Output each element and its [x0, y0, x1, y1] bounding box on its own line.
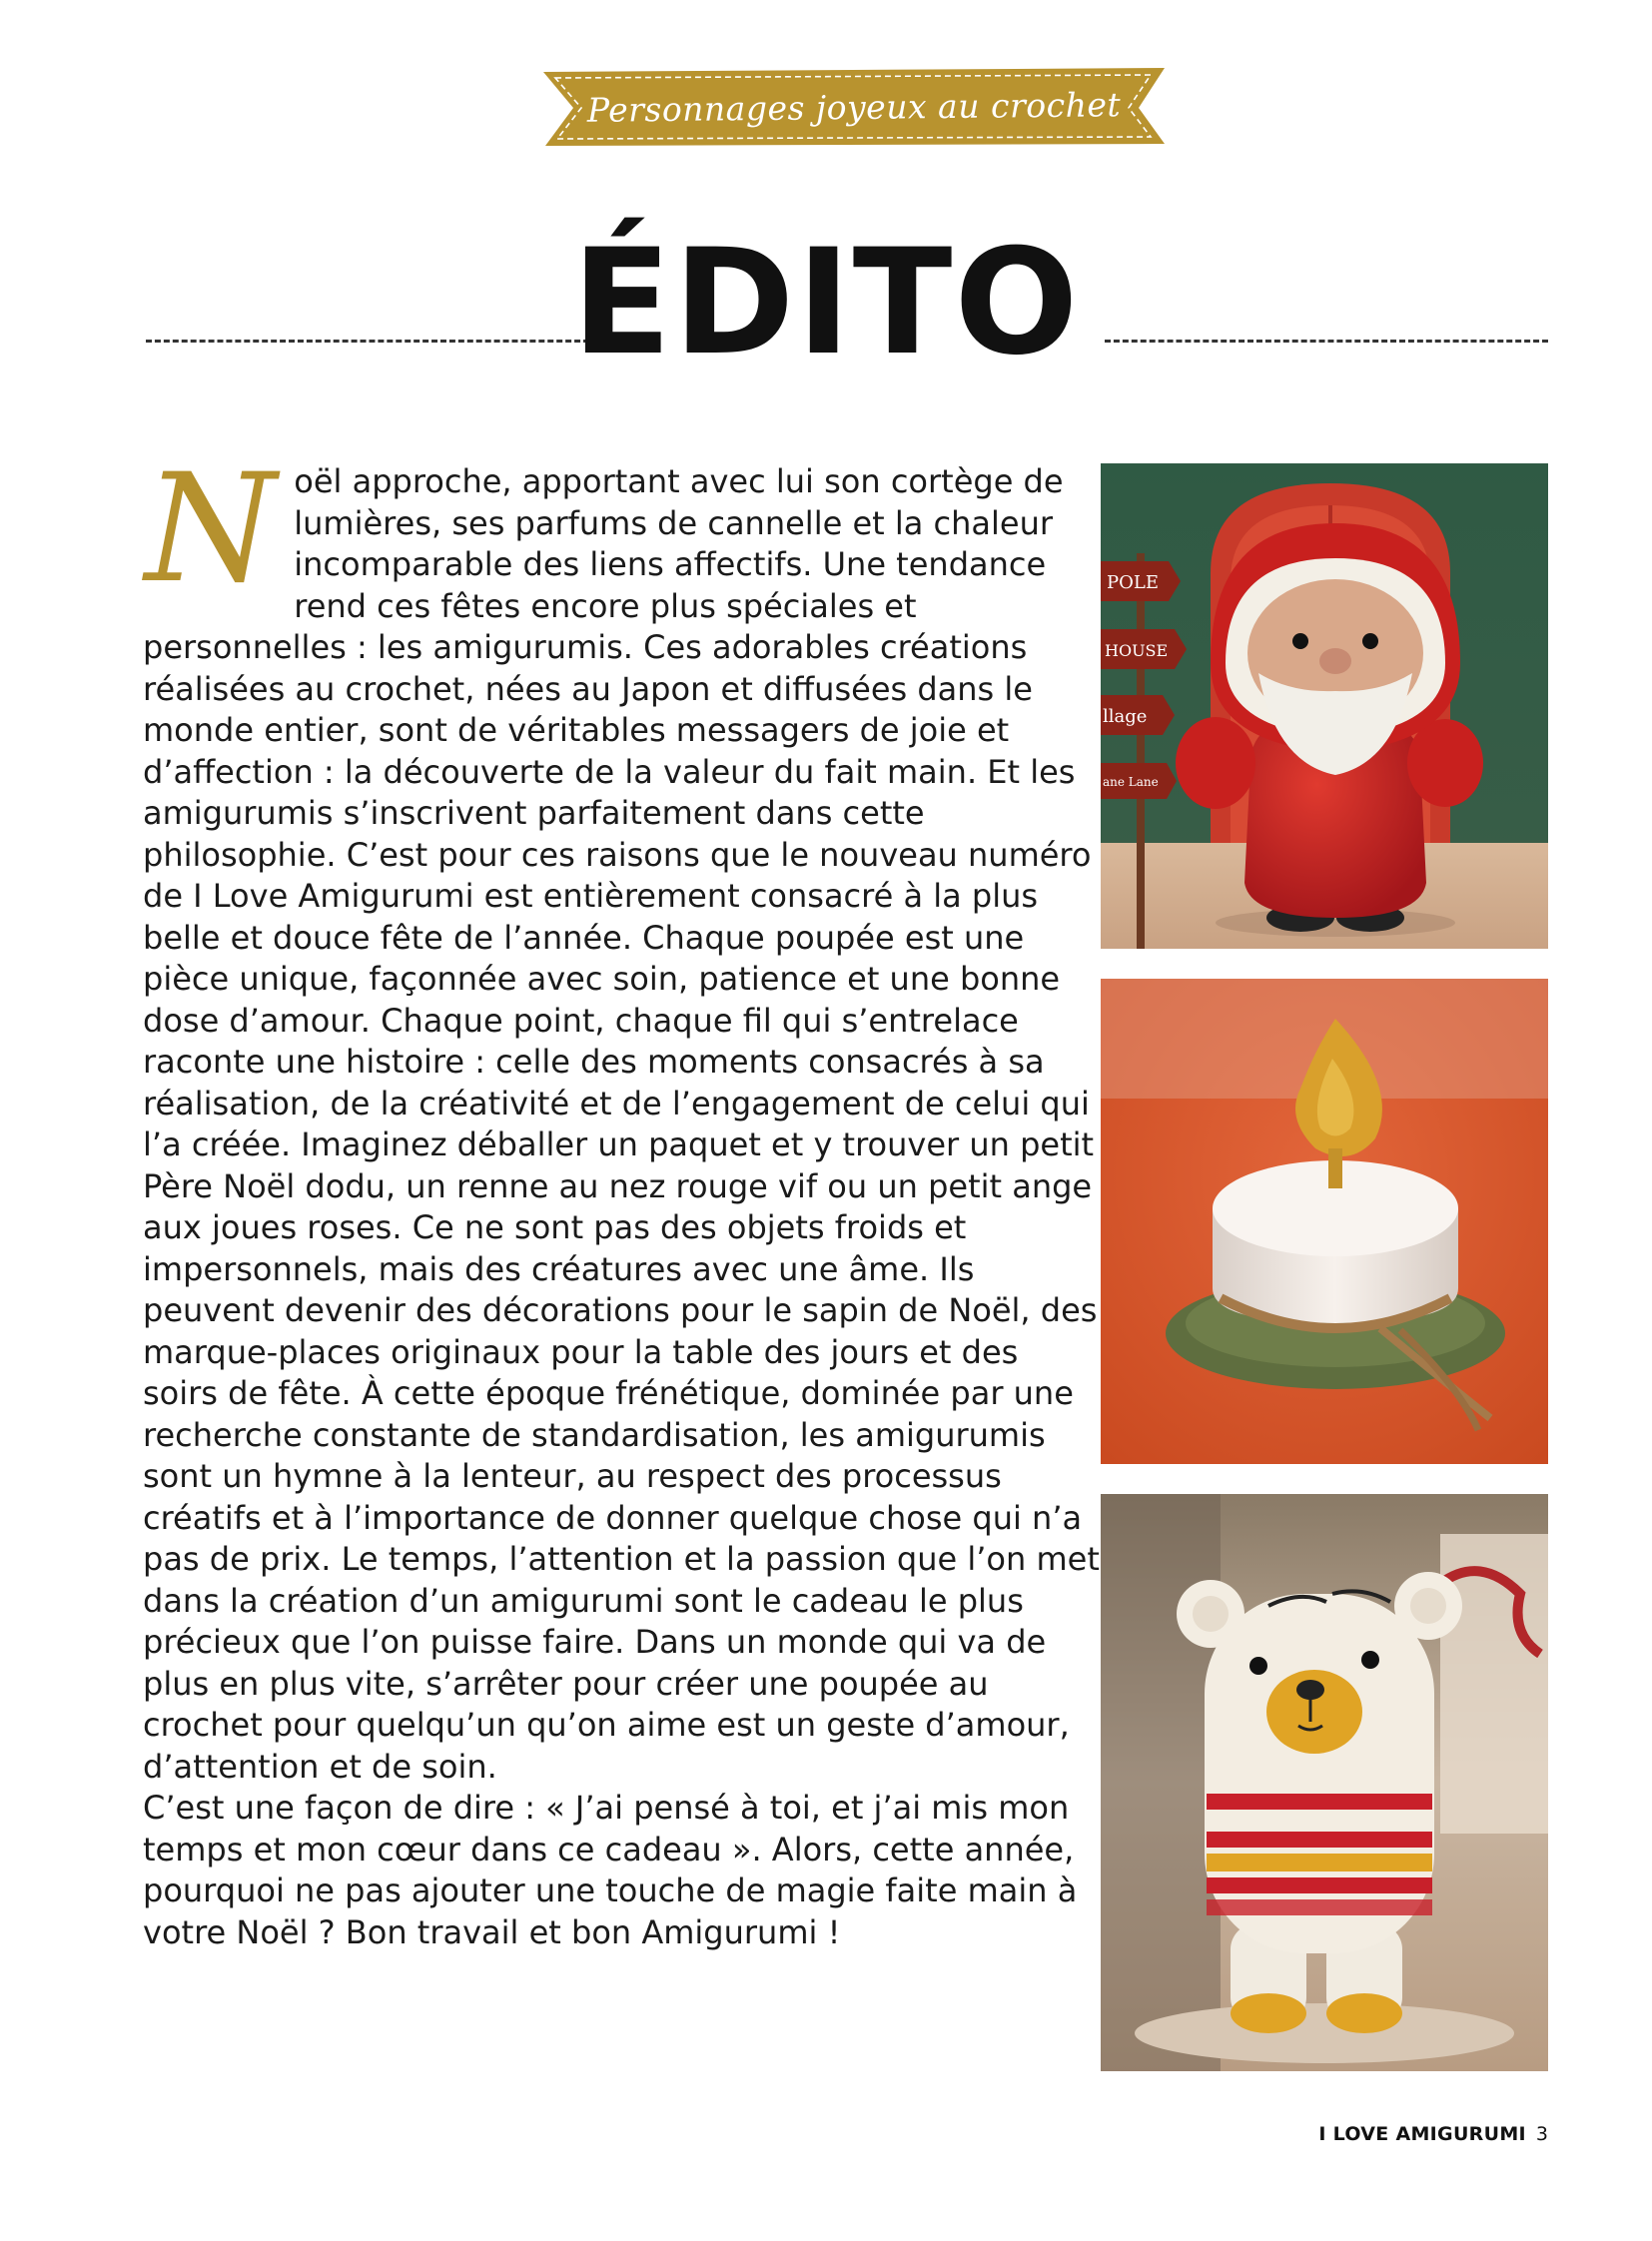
sign-lane: ane Lane — [1103, 775, 1159, 789]
banner-text: Personnages joyeux au crochet — [586, 84, 1122, 130]
title-dash-right — [1105, 340, 1548, 343]
page-footer — [1318, 2123, 1548, 2145]
photo-candle-amigurumi — [1101, 979, 1548, 1464]
sign-house: HOUSE — [1105, 641, 1169, 660]
sign-pole: POLE — [1107, 572, 1159, 593]
page-number: 3 — [1535, 2123, 1548, 2145]
edito-paragraph-2: C’est une façon de dire : « J’ai pensé à toi, et j’ai mis mon temps et mon cœur dans ce cadeau ». Alors, cette année, pourquoi ne pas ajouter une touche de magie faite main à votre Noël ? Bon travail et bon Amigurumi ! — [143, 1789, 1078, 1951]
sign-village: llage — [1103, 706, 1148, 727]
edito-paragraph-1: oël approche, apportant avec lui son cortège de lumières, ses parfums de cannelle et la chaleur incomparable des liens affectifs. Une tendance rend ces fêtes encore plus spéciales et personnelles : les amigurumis. Ces adorables créations réalisées au crochet, nées au Japon et diffusées dans le monde entier, sont de véritables messagers de joie et d’affection : la découverte de la valeur du fait main. Et les amigurumis s’inscrivent parfaitement dans cette philosophie. C’est pour ces raisons que le nouveau numéro de I Love Amigurumi est entièrement consacré à la plus belle et douce fête de l’année. Chaque poupée est une pièce unique, façonnée avec soin, patience et une bonne dose d’amour. Chaque point, chaque fil qui s’entrelace raconte une histoire : celle des moments consacrés à sa réalisation, de la créativité et de l’engagement de celui qui l’a créée. Imaginez déballer un paquet et y trouver un petit Père Noël dodu, un renne au nez rouge vif ou un petit ange aux joues roses. Ce ne sont pas des objets froids et impersonnels, mais des créatures avec une âme. Ils peuvent devenir des décorations pour le sapin de Noël, des marque-places originaux pour la table des jours et des soirs de fête. À cette époque frénétique, dominée par une recherche constante de standardisation, les amigurumis sont un hymne à la lenteur, au respect des processus créatifs et à l’importance de donner quelque chose qui n’a pas de prix. Le temps, l’attention et la passion que l’on met dans la création d’un amigurumi sont le cadeau le plus précieux que l’on puisse faire. Dans un monde qui va de plus en plus vite, s’arrêter pour créer une poupée au crochet pour quelqu’un qu’on aime est un geste d’amour, d’attention et de soin. — [143, 462, 1100, 1786]
photo-santa-amigurumi — [1101, 463, 1548, 949]
page-title: ÉDITO — [571, 218, 1081, 387]
drop-cap: N — [145, 442, 277, 616]
footer-brand: I LOVE AMIGURUMI — [1318, 2123, 1526, 2145]
photo-bear-amigurumi — [1101, 1494, 1548, 2071]
edito-body — [143, 442, 1102, 1953]
section-banner — [539, 66, 1169, 148]
